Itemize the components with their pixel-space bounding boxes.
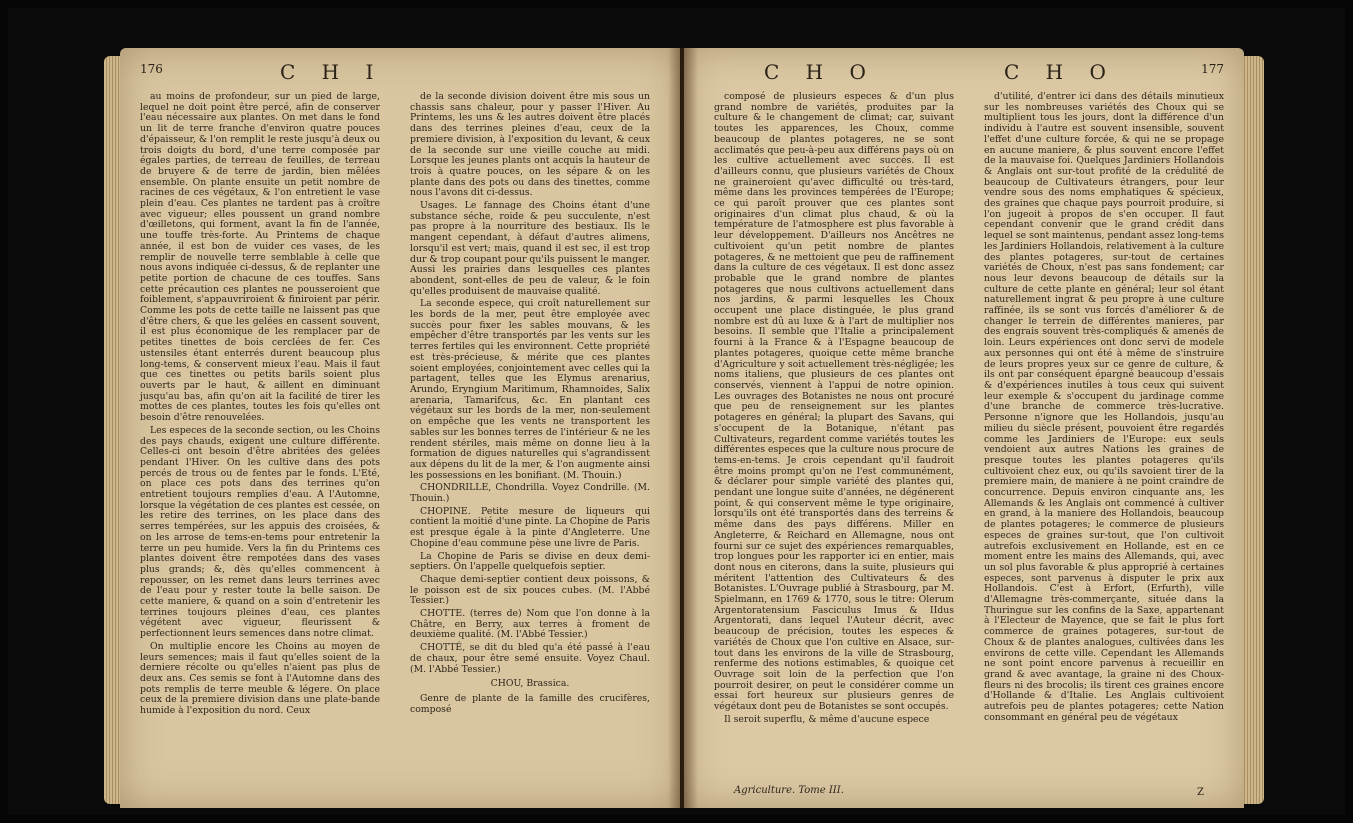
right-running-head xyxy=(704,60,1224,84)
right-head-title: C H O xyxy=(764,60,876,84)
page-footer: Agriculture. Tome III. xyxy=(734,785,844,796)
paragraph: La Chopine de Paris se divise en deux demi-septiers. On l'appelle quelquefois septier. xyxy=(410,550,650,573)
book-gutter xyxy=(668,48,698,808)
paragraph: Les especes de la seconde section, ou les Choins des pays chauds, exigent une culture différente. Celles-ci ont besoin d'être abritées des gelées pendant l'Hiver. On les cultive dans des pots percés de trous ou de fentes par le fonds. L'Eté, on place ces pots dans des terrines qu'on entretient toujours remplies d'eau. A l'Automne, lorsque la végétation de ces plantes est cessée, on les retire des terrines, on les place dans des serres tempérées, sur les appuis des croisées, & on les arrose de tems-en-tems pour entretenir la terre un peu humide. Vers la fin du Printems ces plantes doivent être rempotées dans des vases plus grands; &, dès qu'elles commencent à repousser, on les remet dans leurs terrines avec de l'eau pour y rester toute la belle saison. De cette maniere, & quand on a soin d'entretenir les terrines toujours pleines d'eau, ces plantes végétent avec vigueur, fleurissent & perfectionnent leurs semences dans notre climat. xyxy=(140,424,380,640)
page-edges-right xyxy=(1242,56,1264,804)
paragraph: CHOTTE. (terres de) Nom que l'on donne à la Châtre, en Berry, aux terres à froment de deuxième qualité. (M. l'Abbé Tessier.) xyxy=(410,608,650,641)
section-heading: CHOU, Brassica. xyxy=(490,678,570,690)
paragraph: On multiplie encore les Choins au moyen de leurs semences; mais il faut qu'elles soient de la derniere récolte ou qu'elles n'aient pas plus de deux ans. Ces semis se font à l'Automne dans des pots remplis de terre meuble & légere. On place ceux de la premiere division dans une plate-bande humide à l'exposition du nord. Ceux xyxy=(140,640,380,717)
paragraph: Chaque demi-septier contient deux poissons, & le poisson est de six pouces cubes. (M. l'Abbé Tessier.) xyxy=(410,573,650,607)
right-page-number: 177 xyxy=(1201,62,1224,76)
right-column-1 xyxy=(714,92,954,727)
paragraph: CHOTTÉ, se dit du bled qu'a été passé à l'eau de chaux, pour être semé ensuite. Voyez Chaul. (M. l'Abbé Tessier.) xyxy=(410,642,650,675)
left-page-number: 176 xyxy=(140,62,163,76)
paragraph: CHOPINE. Petite mesure de liqueurs qui contient la moitié d'une pinte. La Chopine de Paris est presque égale à la pinte d'Angleterre. Une Chopine d'eau commune pèse une livre de Paris. xyxy=(410,505,650,549)
book-spread xyxy=(8,8,1345,815)
paragraph: d'utilité, d'entrer ici dans des détails minutieux sur les nombreuses variétés des Choux qui se multiplient tous les jours, dont la différence d'un individu à l'autre est souvent insensible, souvent l'effet d'une culture forcée, & qui ne se propage en aucune maniere, & plus souvent encore l'effet de la mauvaise foi. Quelques Jardiniers Hollandois & Anglais ont sur-tout profité de la crédulité de beaucoup de Cultivateurs étrangers, pour leur vendre sous des noms emphatiques & spécieux, des graines que chaque pays pourroit produire, si l'on jugeoit à propos de s'en occuper. Il faut cependant convenir que le grand crédit dans lequel se sont maintenus, pendant assez long-tems les Jardiniers Hollandois, relativement à la culture des plantes potageres, sur-tout de certaines variétés de Choux, n'est pas sans fondement; car nous leur devons beaucoup de détails sur la culture de cette plante en général; leur sol étant naturellement ingrat & peu propre à une culture raffinée, ils se sont vus forcés d'améliorer & de changer le terrein de différentes manieres, par des engrais souvent très-compliqués & amenés de loin. Leurs expériences ont donc servi de modele aux personnes qui ont été à même de s'instruire de leurs propres yeux sur ce genre de culture, & ils ont par conséquent épargné beaucoup d'essais & d'expériences inutiles à tous ceux qui suivent leur exemple & s'occupent du jardinage comme d'une branche de commerce très-lucrative. Personne n'ignore que les Hollandois, jusqu'au milieu du siècle présent, pouvoient être regardés comme les Jardiniers de l'Europe: eux seuls vendoient aux autres Nations les graines de presque toutes les plantes potageres qu'ils cultivoient chez eux, ou qu'ils savoient tirer de la premiere main, de maniere à ne point craindre de concurrence. Depuis environ cinquante ans, les Allemands & les Anglais ont commencé à cultiver en grand, à la maniere des Hollandois, beaucoup de plantes potageres; le commerce de plusieurs especes de graines sur-tout, que l'on cultivoit autrefois exclusivement en Hollande, est en ce moment entre les mains des Allemands, qui, avec un sol plus favorable & plus approprié à certaines especes, sont parvenus à disputer le prix aux Hollandois. C'est à Erfort, (Erfurth), ville d'Allemagne très-commerçante, située dans la Thuringue sur les confins de la Saxe, appartenant à l'Electeur de Mayence, que se fait le plus fort commerce de graines potageres, sur-tout de Choux & de plantes analogues, cultivées dans les environs de cette ville. Cependant les Allemands ne sont point encore parvenus à recueillir en grand & avec avantage, la graine ni des Choux-fleurs ni des brocolis; ils tirent ces graines encore d'Hollande & d'Italie. Les Anglais cultivoient autrefois peu de plantes potageres; cette Nation consommant en général peu de végétaux xyxy=(984,91,1224,723)
paragraph: composé de plusieurs especes & d'un plus grand nombre de variétés, produites par la culture & le changement de climat; car, suivant toutes les apparences, les Choux, comme beaucoup de plantes potageres, ne se sont acclimatés que peu-à-peu aux différens pays où on les cultive actuellement avec succès. Il est d'ailleurs connu, que plusieurs variétés de Choux ne graineroient qu'avec difficulté ou très-tard, même dans les provinces tempérées de l'Europe; ce qui paroît prouver que ces plantes sont originaires d'un climat plus chaud, & où la température de l'atmosphere est plus favorable à leur développement. D'ailleurs nos Ancêtres ne cultivoient qu'un petit nombre de plantes potageres, & ne mettoient que peu de raffinement dans la culture de ces végétaux. Il est donc assez probable que le grand nombre de plantes potageres que nous cultivons actuellement dans nos jardins, & parmi lesquelles les Choux occupent une place distinguée, le plus grand nombre est dû au luxe & à l'art de multiplier nos besoins. Il semble que l'Italie a principalement fourni à la France & à l'Espagne beaucoup de plantes potageres, quoique cette même branche d'Agriculture y soit actuellement très-négligée; les noms italiens, que plusieurs de ces plantes ont conservés, viennent à l'appui de notre opinion. Les ouvrages des Botanistes ne nous ont procuré que peu de renseignement sur les plantes potageres en général; la plupart des Savans, qui s'occupent de la Botanique, n'étant pas Cultivateurs, regardent comme variétés toutes les différentes especes que la culture nous procure de tems-en-tems. Je crois cependant qu'il faudroit être moins prompt qu'on ne l'est communément, & déclarer pour simple variété des plantes qui, pendant une longue suite d'années, ne dégénerent point, & qui conservent même le type originaire, lorsqu'ils ont été transportés dans des terreins & même dans des pays différens. Miller en Angleterre, & Reichard en Allemagne, nous ont fourni sur ce sujet des expériences remarquables, trop longues pour les rapporter ici en entier, mais dont nous en citerons, dans la suite, plusieurs qui méritent l'attention des Cultivateurs & des Botanistes. L'Ouvrage publié à Strasbourg, par M. Spielmann, en 1769 & 1770, sous le titre: Olerum Argentoratensium Fasciculus Imus & IIdus Argentorati, dans lequel l'Auteur décrit, avec beaucoup de précision, toutes les especes & variétés de Choux que l'on cultive en Alsace, sur-tout dans les environs de la ville de Strasbourg, renferme des notions estimables, & quoique cet Ouvrage soit loin de la perfection que l'on pourroit desirer, on peut le considérer comme un essai fort heureux sur plusieurs genres de végétaux dont peu de Botanistes se sont occupés. xyxy=(714,91,954,713)
paragraph: Il seroit superflu, & même d'aucune espece xyxy=(724,713,930,725)
paragraph: La seconde espece, qui croît naturellement sur les bords de la mer, peut être employée avec succès pour fixer les sables mouvans, & les empêcher d'être transportés par les vents sur les terres fertiles qui les environnent. Cette propriété est très-précieuse, & mérite que ces plantes soient employées, conjointement avec celles qui la partagent, telles que les Elymus arenarius, Arundo, Eryngium Maritimum, Rhamnoides, Salix arenaria, Tamarifcus, &c. En plantant ces végétaux sur les bords de la mer, non-seulement on empêche que les vents ne transportent les sables sur les bonnes terres de l'intérieur & ne les rendent stériles, mais même on donne lieu à la formation de digues naturelles qui s'agrandissent aux dépens du lit de la mer, & l'on augmente ainsi les possessions en les bonifiant. (M. Thouin.) xyxy=(410,298,650,481)
paragraph: Usages. Le fannage des Choins étant d'une substance séche, roide & peu succulente, n'est pas propre à la nourriture des bestiaux. Ils le mangent cependant, à défaut d'autres alimens, lorsqu'il est vert; mais, quand il est sec, il est trop dur & trop coupant pour qu'ils puissent le manger. Aussi les prairies dans lesquelles ces plantes abondent, sont-elles de peu de valeur, & le foin qu'elles produisent de mauvaise qualité. xyxy=(410,200,650,297)
left-running-head xyxy=(140,60,660,84)
paragraph: CHONDRILLE, Chondrilla. Voyez Condrille. (M. Thouin.) xyxy=(410,482,650,505)
left-column-1 xyxy=(140,92,380,719)
left-column-2 xyxy=(410,92,650,717)
paragraph: au moins de profondeur, sur un pied de large, lequel ne doit point être percé, afin de conserver l'eau nécessaire aux plantes. On met dans le fond un lit de terre franche d'environ quatre pouces d'épaisseur, & l'on remplit le reste jusqu'à deux ou trois doigts du bord, d'une terre composée par égales parties, de terreau de feuilles, de terreau de bruyere & de terre de jardin, bien mêlées ensemble. On plante ensuite un petit nombre de racines de ces végétaux, & l'on entretient le vase plein d'eau. Ces plantes ne tardent pas à croître avec vigueur; elles poussent un grand nombre d'œilletons, qui forment, avant la fin de l'année, une touffe très-forte. Au Printems de chaque année, il est bon de vuider ces vases, de les remplir de nouvelle terre semblable à celle que nous avons indiquée ci-dessus, & de replanter une petite portion de chacune de ces touffes. Sans cette précaution ces plantes ne pousseroient que foiblement, s'appauvriroient & finiroient par périr. Comme les pots de cette taille ne laissent pas que d'être chers, & que les gelées en cassent souvent, il est plus économique de les remplacer par de petites tinettes de bois cerclées de fer. Ces ustensiles étant enterrés durent beaucoup plus long-tems, & conservent mieux l'eau. Mais il faut que ces tinettes ou petits barils soient plus ouverts par le haut, & aillent en diminuant jusqu'au bas, afin qu'on ait la facilité de tirer les mottes de ces plantes, toutes les fois qu'elles ont besoin d'être renouvelées. xyxy=(140,91,380,424)
right-page xyxy=(684,48,1244,808)
left-head-title: C H I xyxy=(280,60,384,84)
paragraph: de la seconde division doivent être mis sous un chassis sans chaleur, pour y passer l'Hiver. Au Printems, les uns & les autres doivent être placés dans des terrines pleines d'eau, ceux de la premiere division, à l'exposition du levant, & ceux de la seconde sur une vieille couche au midi. Lorsque les jeunes plants ont acquis la hauteur de trois à quatre pouces, on les sépare & on les plante dans des pots ou dans des tinettes, comme nous l'avons dit ci-dessus. xyxy=(410,91,650,199)
right-head-title-2: C H O xyxy=(1004,60,1116,84)
right-column-2 xyxy=(984,92,1224,725)
paragraph: Genre de plante de la famille des crucifères, composé xyxy=(410,692,650,715)
left-page xyxy=(120,48,680,808)
signature-mark: Z xyxy=(1197,787,1204,798)
